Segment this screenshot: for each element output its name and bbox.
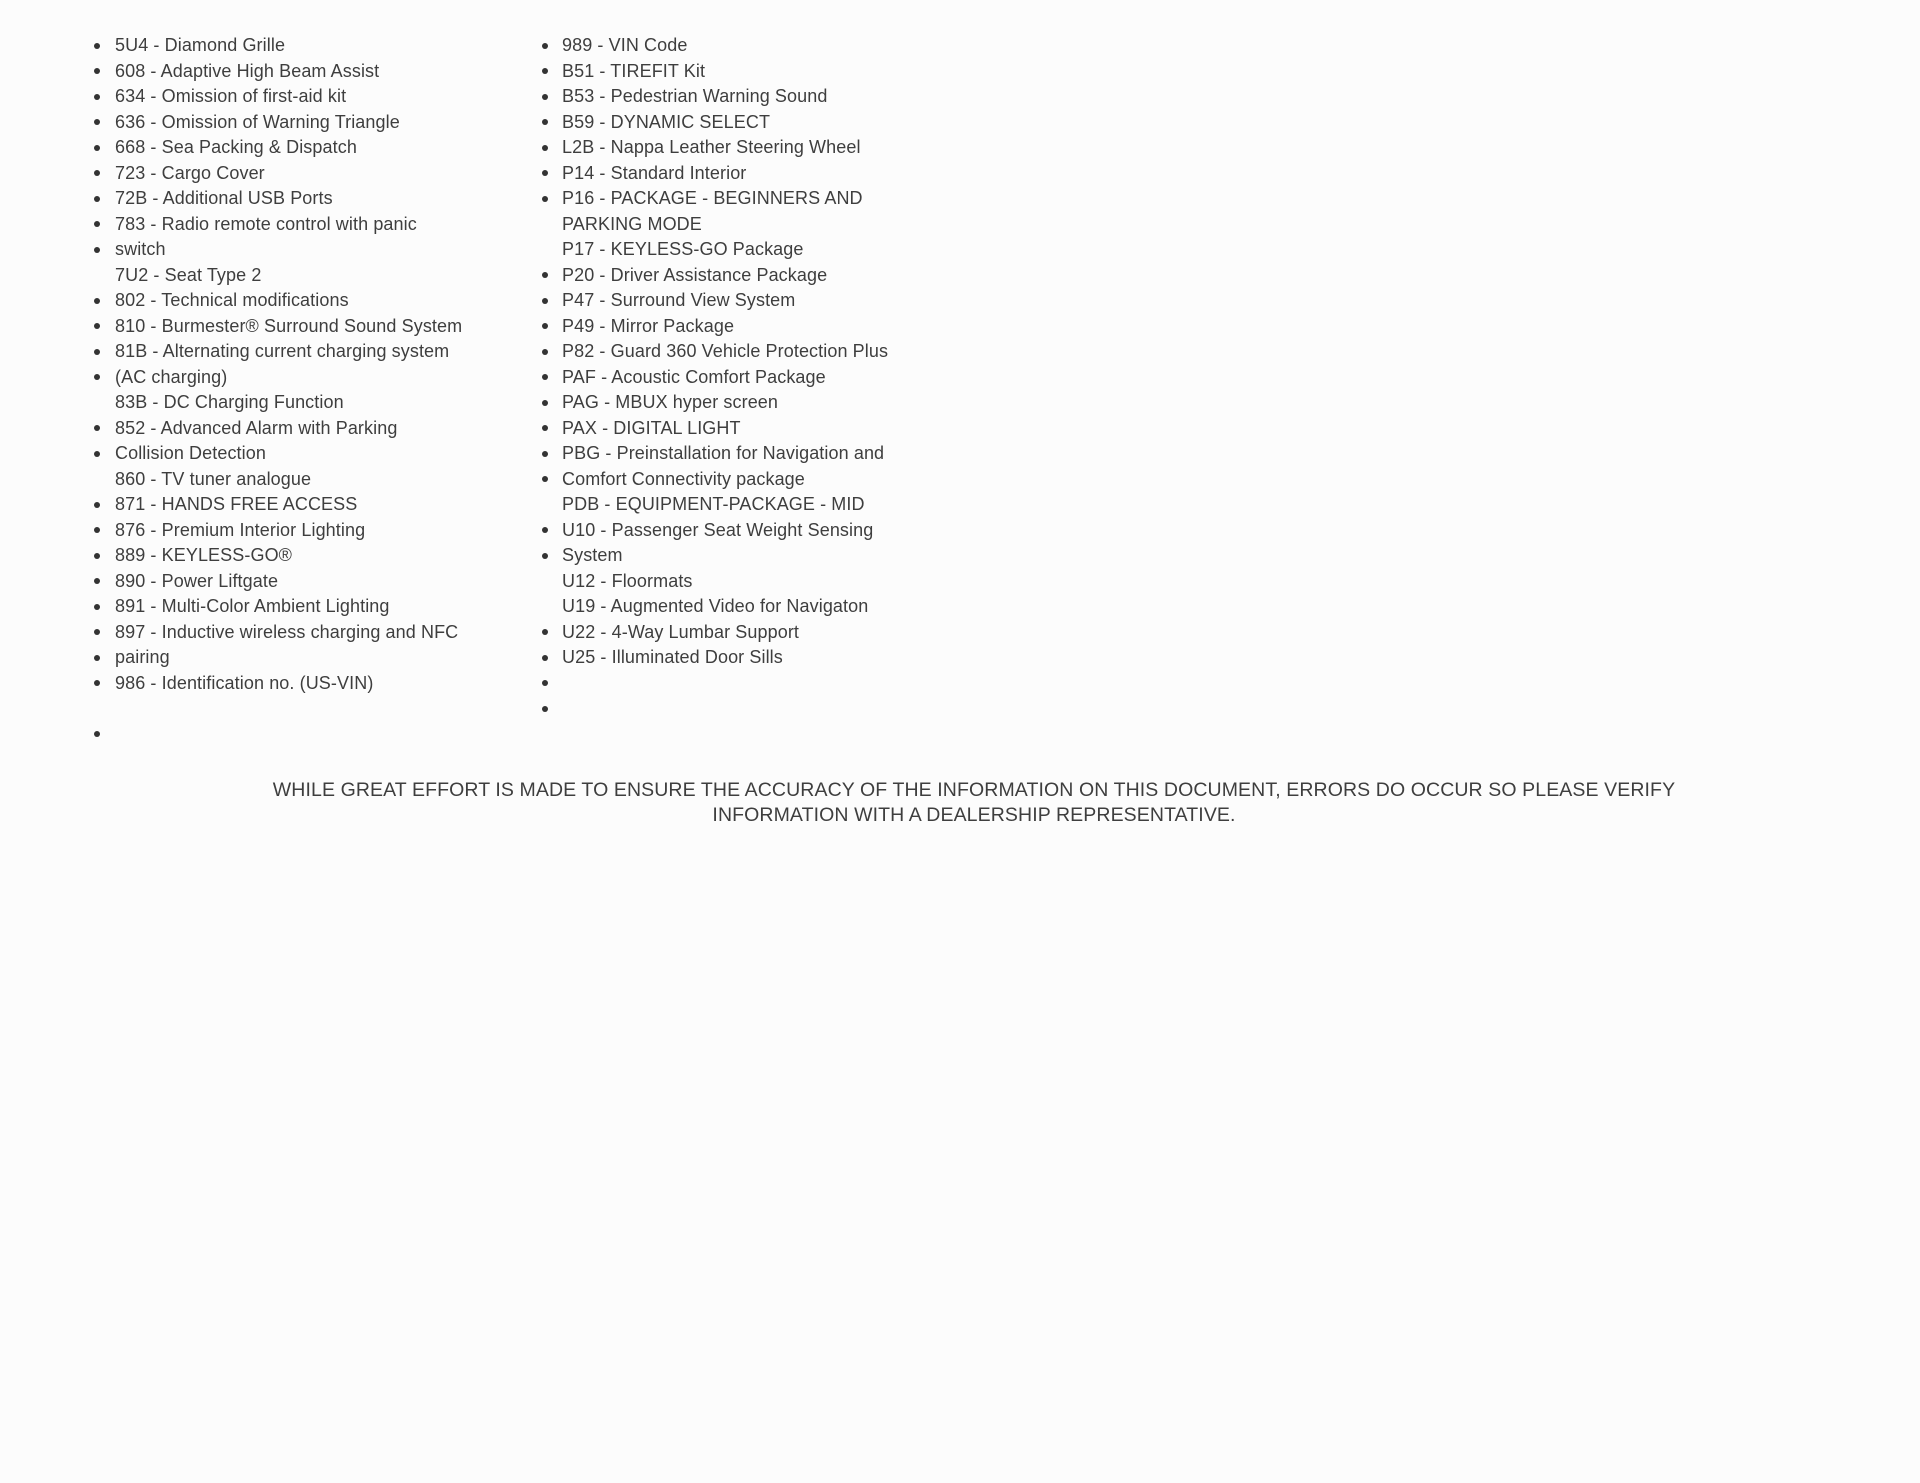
option-code-text: 986 - Identification no. (US-VIN) (115, 672, 374, 693)
option-code-text: 810 - Burmester® Surround Sound System (115, 315, 463, 336)
option-code-text: U10 - Passenger Seat Weight Sensing (562, 519, 874, 540)
options-list-left (94, 33, 462, 747)
option-code-text: 83B - DC Charging Function (115, 392, 344, 412)
option-code-line (542, 416, 888, 442)
bullet-icon (94, 655, 100, 661)
bullet-icon (94, 553, 100, 559)
bullet-icon (94, 731, 100, 737)
option-code-text: 897 - Inductive wireless charging and NFC (115, 621, 459, 642)
option-code-text: 668 - Sea Packing & Dispatch (115, 137, 357, 157)
option-code-line (94, 492, 462, 518)
option-code-text: B51 - TIREFIT Kit (562, 60, 706, 81)
disclaimer (0, 778, 1920, 828)
option-code-text: (AC charging) (115, 366, 228, 387)
option-code-text: 860 - TV tuner analogue (115, 468, 312, 489)
option-code-text: PDB - EQUIPMENT-PACKAGE - MID (562, 494, 865, 514)
bullet-icon (542, 349, 548, 355)
option-code-line (542, 161, 888, 187)
option-code-line (94, 237, 462, 263)
option-code-text: P82 - Guard 360 Vehicle Protection Plus (562, 341, 889, 361)
option-code-line (94, 84, 462, 110)
bullet-icon (542, 706, 548, 712)
option-code-text: U12 - Floormats (562, 570, 693, 591)
bullet-icon (542, 680, 548, 686)
option-code-text: P16 - PACKAGE - BEGINNERS AND (562, 188, 863, 208)
option-code-text: 634 - Omission of first-aid kit (115, 86, 347, 106)
option-code-text: 608 - Adaptive High Beam Assist (115, 60, 380, 81)
option-code-text: 989 - VIN Code (562, 35, 688, 55)
option-code-line (542, 186, 888, 212)
bullet-icon (542, 527, 548, 533)
option-code-text: PAF - Acoustic Comfort Package (562, 366, 826, 387)
bullet-icon (542, 43, 548, 49)
option-code-text: 891 - Multi-Color Ambient Lighting (115, 596, 390, 616)
option-code-line (542, 441, 888, 467)
option-code-text: 876 - Premium Interior Lighting (115, 519, 366, 540)
option-code-line (94, 390, 462, 416)
option-code-line (94, 518, 462, 544)
empty-bullet-line (542, 696, 888, 722)
option-code-line (94, 620, 462, 646)
option-code-line (542, 569, 888, 595)
option-code-text: P47 - Surround View System (562, 290, 796, 310)
option-code-line (94, 543, 462, 569)
bullet-icon (542, 451, 548, 457)
option-code-line (94, 671, 462, 697)
bullet-icon (542, 119, 548, 125)
bullet-icon (94, 221, 100, 227)
bullet-icon (94, 374, 100, 380)
option-code-text: PAX - DIGITAL LIGHT (562, 417, 741, 438)
option-code-text: P17 - KEYLESS-GO Package (562, 239, 804, 259)
option-code-line (94, 467, 462, 493)
bullet-icon (542, 323, 548, 329)
option-code-line (542, 84, 888, 110)
option-code-line (542, 33, 888, 59)
option-code-line (94, 288, 462, 314)
option-code-text: B53 - Pedestrian Warning Sound (562, 86, 828, 106)
option-code-line (94, 365, 462, 391)
bullet-icon (542, 629, 548, 635)
disclaimer-line-1: WHILE GREAT EFFORT IS MADE TO ENSURE THE ACCURACY OF THE INFORMATION ON THIS DOCUMENT, ERRORS DO OCCUR SO PLEASE VERIFY (272, 779, 1676, 801)
bullet-icon (94, 425, 100, 431)
option-code-line (542, 339, 888, 365)
bullet-icon (94, 680, 100, 686)
option-code-line (94, 645, 462, 671)
option-code-line (94, 594, 462, 620)
option-code-line (542, 543, 888, 569)
option-code-text: 81B - Alternating current charging system (115, 341, 450, 361)
option-code-line (94, 161, 462, 187)
bullet-icon (94, 502, 100, 508)
option-code-line (542, 314, 888, 340)
empty-bullet-line (94, 722, 462, 748)
bullet-icon (542, 272, 548, 278)
bullet-icon (94, 94, 100, 100)
option-code-line (542, 518, 888, 544)
option-code-line (542, 645, 888, 671)
bullet-icon (542, 553, 548, 559)
bullet-icon (542, 374, 548, 380)
option-code-text: B59 - DYNAMIC SELECT (562, 111, 771, 132)
option-code-text: 723 - Cargo Cover (115, 162, 265, 183)
bullet-icon (542, 94, 548, 100)
option-code-text: U22 - 4-Way Lumbar Support (562, 621, 800, 642)
option-code-text: 852 - Advanced Alarm with Parking (115, 417, 398, 438)
empty-bullet-line (542, 671, 888, 697)
option-code-text: PBG - Preinstallation for Navigation and (562, 443, 885, 463)
bullet-icon (94, 349, 100, 355)
option-code-text: L2B - Nappa Leather Steering Wheel (562, 137, 861, 157)
option-code-line (94, 135, 462, 161)
options-list-right (542, 33, 888, 722)
bullet-icon (94, 298, 100, 304)
bullet-icon (542, 425, 548, 431)
option-code-text: 7U2 - Seat Type 2 (115, 264, 262, 285)
bullet-icon (542, 476, 548, 482)
bullet-icon (542, 298, 548, 304)
option-code-line (94, 186, 462, 212)
empty-bullet-line (94, 696, 462, 722)
option-code-text: 72B - Additional USB Ports (115, 188, 333, 208)
option-code-line (542, 237, 888, 263)
bullet-icon (94, 527, 100, 533)
option-code-line (542, 288, 888, 314)
option-code-text: 889 - KEYLESS-GO® (115, 545, 293, 565)
option-code-line (94, 110, 462, 136)
option-code-text: 890 - Power Liftgate (115, 570, 279, 591)
bullet-icon (542, 145, 548, 151)
bullet-icon (94, 247, 100, 253)
bullet-icon (542, 400, 548, 406)
bullet-icon (94, 119, 100, 125)
option-code-text: PARKING MODE (562, 213, 702, 234)
option-code-line (542, 110, 888, 136)
option-code-text: System (562, 545, 623, 565)
option-code-text: U25 - Illuminated Door Sills (562, 647, 783, 667)
option-code-line (542, 263, 888, 289)
option-code-line (542, 620, 888, 646)
option-code-text: P20 - Driver Assistance Package (562, 264, 828, 285)
option-code-text: PAG - MBUX hyper screen (562, 392, 779, 412)
option-code-line (542, 390, 888, 416)
option-code-text: switch (115, 239, 166, 259)
option-code-line (94, 416, 462, 442)
option-code-line (94, 59, 462, 85)
option-code-line (94, 441, 462, 467)
bullet-icon (542, 68, 548, 74)
option-code-text: P14 - Standard Interior (562, 162, 747, 183)
bullet-icon (94, 68, 100, 74)
bullet-icon (94, 170, 100, 176)
bullet-icon (94, 629, 100, 635)
bullet-icon (94, 604, 100, 610)
option-code-line (542, 135, 888, 161)
option-code-line (94, 33, 462, 59)
option-code-line (542, 492, 888, 518)
option-code-line (94, 569, 462, 595)
option-code-line (94, 263, 462, 289)
option-code-text: U19 - Augmented Video for Navigaton (562, 596, 869, 616)
option-code-text: 636 - Omission of Warning Triangle (115, 111, 400, 132)
bullet-icon (94, 43, 100, 49)
option-code-line (542, 467, 888, 493)
option-code-text: 802 - Technical modifications (115, 290, 349, 310)
bullet-icon (542, 170, 548, 176)
option-code-line (542, 594, 888, 620)
option-code-line (542, 59, 888, 85)
option-code-line (94, 212, 462, 238)
disclaimer-line-2: INFORMATION WITH A DEALERSHIP REPRESENTATIVE. (712, 804, 1236, 826)
option-code-line (94, 339, 462, 365)
option-code-text: pairing (115, 647, 170, 667)
bullet-icon (94, 323, 100, 329)
option-code-text: Comfort Connectivity package (562, 468, 805, 489)
bullet-icon (94, 578, 100, 584)
option-code-text: P49 - Mirror Package (562, 315, 735, 336)
option-code-text: 783 - Radio remote control with panic (115, 213, 417, 234)
option-code-line (542, 365, 888, 391)
option-code-text: Collision Detection (115, 443, 266, 463)
bullet-icon (94, 145, 100, 151)
option-code-text: 5U4 - Diamond Grille (115, 35, 286, 55)
bullet-icon (94, 196, 100, 202)
bullet-icon (542, 655, 548, 661)
bullet-icon (542, 196, 548, 202)
option-code-text: 871 - HANDS FREE ACCESS (115, 494, 358, 514)
option-code-line (542, 212, 888, 238)
option-code-line (94, 314, 462, 340)
bullet-icon (94, 451, 100, 457)
